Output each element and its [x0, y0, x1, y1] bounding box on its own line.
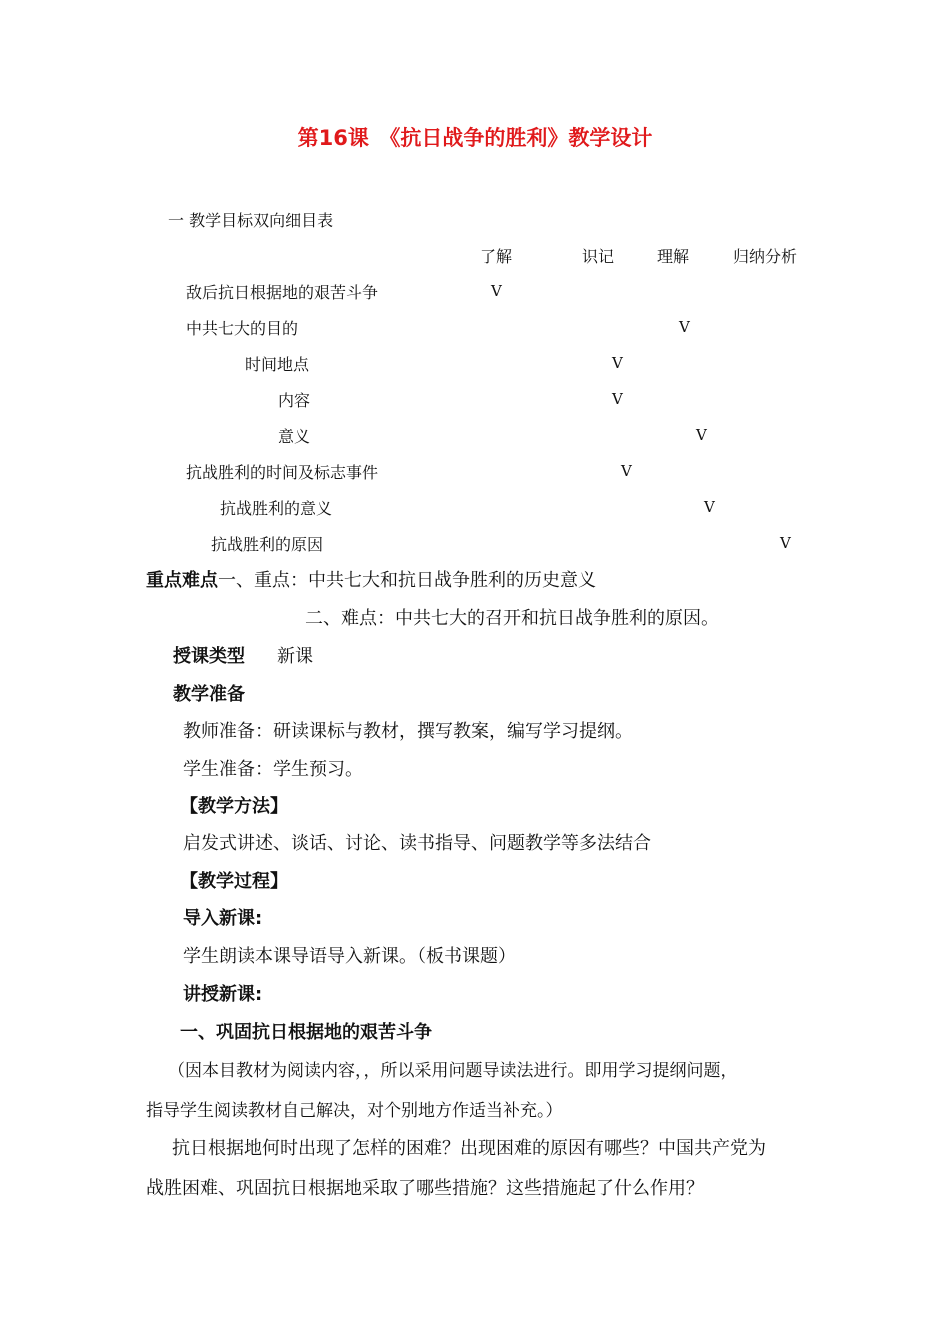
- key-points-label: 重点难点: [146, 570, 218, 591]
- section-heading: 一、巩固抗日根据地的艰苦斗争: [180, 1022, 432, 1043]
- objective-row-label: 意义: [278, 427, 311, 446]
- objective-row-label: 内容: [278, 391, 311, 410]
- objective-row-label: 抗战胜利的时间及标志事件: [186, 463, 379, 482]
- key-point-text: 一、重点：中共七大和抗日战争胜利的历史意义: [218, 570, 596, 591]
- lesson-type-label: 授课类型: [173, 646, 245, 667]
- student-preparation: 学生准备：学生预习。: [183, 759, 363, 780]
- method-text: 启发式讲述、谈话、讨论、读书指导、问题教学等多法结合: [183, 833, 651, 854]
- question-line: 战胜困难、巩固抗日根据地采取了哪些措施？这些措施起了什么作用？: [146, 1178, 704, 1199]
- column-header-analyze: 归纳分析: [733, 247, 798, 266]
- question-line: 抗日根据地何时出现了怎样的困难？出现困难的原因有哪些？中国共产党为: [172, 1138, 766, 1159]
- objectives-heading: 一 教学目标双向细目表: [168, 211, 334, 230]
- check-mark: V: [704, 498, 715, 516]
- objective-row-label: 抗战胜利的意义: [220, 499, 333, 518]
- check-mark: V: [612, 390, 623, 408]
- intro-text: 学生朗读本课导语导入新课。（板书课题）: [183, 946, 516, 967]
- objective-row-label: 抗战胜利的原因: [211, 535, 324, 554]
- column-header-comprehend: 理解: [657, 247, 690, 266]
- key-points-line: [146, 566, 596, 592]
- check-mark: V: [612, 354, 623, 372]
- new-lesson-heading: 讲授新课:: [183, 984, 263, 1005]
- teaching-note-line: 指导学生阅读教材自己解决，对个别地方作适当补充。）: [146, 1101, 563, 1121]
- lesson-type-value: 新课: [277, 646, 313, 667]
- check-mark: V: [780, 534, 791, 552]
- teacher-preparation: 教师准备：研读课标与教材，撰写教案，编写学习提纲。: [183, 721, 633, 742]
- intro-heading: 导入新课:: [183, 908, 263, 929]
- document-title: 第16课 《抗日战争的胜利》教学设计: [297, 126, 653, 150]
- column-header-understand: 了解: [480, 247, 513, 266]
- objective-row-label: 中共七大的目的: [186, 319, 299, 338]
- difficult-point-text: 二、难点：中共七大的召开和抗日战争胜利的原因。: [305, 608, 719, 629]
- objective-row-label: 时间地点: [245, 355, 310, 374]
- column-header-memorize: 识记: [582, 247, 615, 266]
- method-heading: 【教学方法】: [180, 796, 288, 817]
- check-mark: V: [491, 282, 502, 300]
- check-mark: V: [679, 318, 690, 336]
- process-heading: 【教学过程】: [180, 871, 288, 892]
- check-mark: V: [621, 462, 632, 480]
- objective-row-label: 敌后抗日根据地的艰苦斗争: [186, 283, 379, 302]
- preparation-heading: 教学准备: [173, 684, 245, 705]
- teaching-note-line: （因本目教材为阅读内容，，所以采用问题导读法进行。即用学习提纲问题，: [168, 1061, 738, 1081]
- check-mark: V: [696, 426, 707, 444]
